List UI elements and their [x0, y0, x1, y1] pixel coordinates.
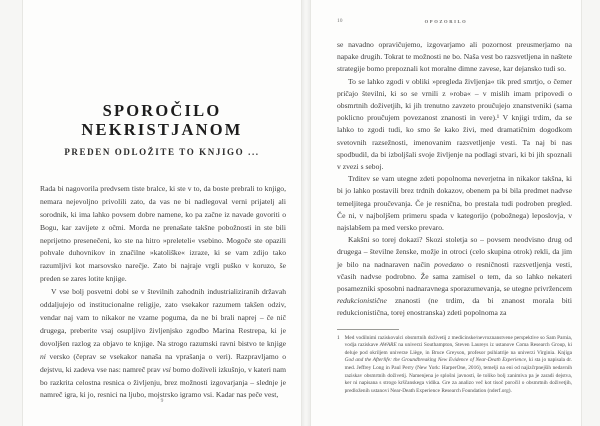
right-page-header: [311, 18, 581, 28]
running-head: OPOZORILO: [424, 19, 468, 24]
paragraph: To se lahko zgodi v obliki »pregleda življenja« tik pred smrtjo, o čemer pričajo številni, ki so se vrnili z »roba« – v mislih imam pripovedi o obsmrtnih doživetjih, ki jih trenutno zavzeto proučujejo znanstveniki (sama poklicno proučujem povezanost znanosti in vere).¹ V knjigi trdim, da se lahko to zgodi tudi, ko smo še kako živi, med dramatičnim dogodkom svetovnih razsežnosti, imenovanim razsvetljenje vesti. Ta naj bi nas spodbudil, da bi izboljšali svoje življenje na podlagi stvari, ki bi jih spoznali v zvezi s seboj.: [337, 76, 572, 172]
left-page-number: 9: [160, 398, 164, 404]
right-page-body: [311, 39, 581, 320]
right-edge: [582, 0, 600, 426]
footnote-rule: [337, 329, 399, 330]
footnote-block: [311, 329, 581, 396]
left-page-body: [23, 183, 301, 402]
chapter-head: [23, 102, 301, 157]
page-gutter: [302, 0, 310, 426]
footnote: [337, 335, 572, 396]
paragraph: se navadno opravičujemo, izgovarjamo ali pozornost preusmerjamo na napake drugih. Tokrat te možnosti ne bo. Naša vest bo razsvetljena in naštete strategije bomo prepoznali kot moralne dimne zavese, kar dejansko tudi so.: [337, 40, 572, 74]
right-page-number: 10: [337, 18, 343, 24]
right-page: [310, 0, 582, 426]
footnote-marker: 1: [337, 334, 340, 341]
paragraph: V vse bolj posvetni dobi se v številnih zahodnih industrializiranih državah oddaljujejo od institucionalne religije, zato vsekakor razumem takšen odziv, vendar naj vam to nikakor ne vzame poguma, da ne bi brali naprej – če nič drugega, preberite vsaj osupljivo življenjsko zgodbo Marina Restrepa, ki je dovoljšen razlog za objavo te knjige. Na strogo razumski ravni bistvo te knjige ni versko (čeprav se vsekakor nanaša na vprašanja o veri). Razpravljamo o dejstvu, ki zadeva vse nas: namreč prav vsi bomo doživeli izkušnjo, v kateri nam bo razkrita celostna resnica o življenju, brez možnosti izgovarjanja – slednje je namreč igra, ki jo, resnici na ljubo, mojstrsko igramo vsi. Kadar nas peče vest,: [40, 287, 286, 400]
paragraph: Rada bi nagovorila predvsem tiste bralce, ki ste v to, da boste prebrali to knjigo, nemara nejevoljno privolili zato, da vas ne bi nadlegoval verni prijatelj ali sorodnik, ki ima lahko povsem dobre namene, ko pa začne iz navade govoriti o Bogu, kar zavijete z očmi. Morda ne prenašate takšne pobožnosti in ste bili neprijetno presenečeni, ko ste na hitro »preleteli« vsebino. Mogoče ste opazili pohvale duhovnikov in značilne »katoliške« izraze, ki se vam zdijo tako razumljivi kot marsovsko narečje. Zato bi najraje vrgli puško v koruzo, še preden se zares lotite knjige.: [40, 183, 286, 284]
paragraph: Kakšni so torej dokazi? Skozi stoletja so – povsem neodvisno drug od drugega – številne ženske, možje in otroci (celo skupina otrok) rekli, da jim je bilo na nadnaraven način povedano o resničnosti razsvetljenja vesti, včasih nadvse podrobno. Že sama zamisel o tem, da so lahko nekateri posamezniki sposobni nadnaravnega sporazumevanja, se utegne privržencem redukcionistične znanosti (ne trdim, da bi znanost morala biti redukcionistična, torej enostranska) zdeti popolnoma za: [337, 235, 572, 318]
left-edge: [0, 0, 22, 426]
paragraph: Trditev se vam utegne zdeti popolnoma neverjetna in nikakor takšna, ki bi jo lahko postavili brez trdnih dokazov, obenem pa bi bila predmet nadvse temeljitega proučevanja. Če je resnična, bo prestala tudi podroben pregled. Če ni, v najboljšem primeru spada v kategorijo (pobožnega) leposlovja, v najslabšem pa med versko prevaro.: [337, 174, 572, 233]
chapter-subtitle: PREDEN ODLOŽITE TO KNJIGO ...: [64, 146, 260, 157]
left-page: [22, 0, 302, 426]
chapter-title: SPOROČILO NEKRISTJANOM: [81, 101, 243, 139]
footnote-text: Med vodilnimi raziskovalci obsmrtnih doživetij z medicinske/nevroznanstvene perspektive so Sam Parnia, vodja raziskave AWARE na univerzi Southampton, Steven Laureys iz ustanove Coma Research Group, ki deluje pod okriljem univerze Liège, in Bruce Greyson, profesor psihiatrije na univerzi Virginia. Knjiga God and the Afterlife: the Groundbreaking New Evidence of Near-Death Experience, ki sta jo napisala dr. med. Jeffrey Long in Paul Perry (New York: HarperOne, 2016), temelji na eni od najizčrpnejših nedavnih raziskav obsmrtnih doživetij. Namenjena je splošni javnosti, še toliko bolj zanimiva pa je zaradi dejstva, ker ni napisana s strogo krščanskega vidika. Gre za analizo več kot tisoč poročil o obsmrtnih doživetjih, predloženih ustanovi Near-Death Experience Research Foundation (nderf.org).: [344, 334, 573, 394]
